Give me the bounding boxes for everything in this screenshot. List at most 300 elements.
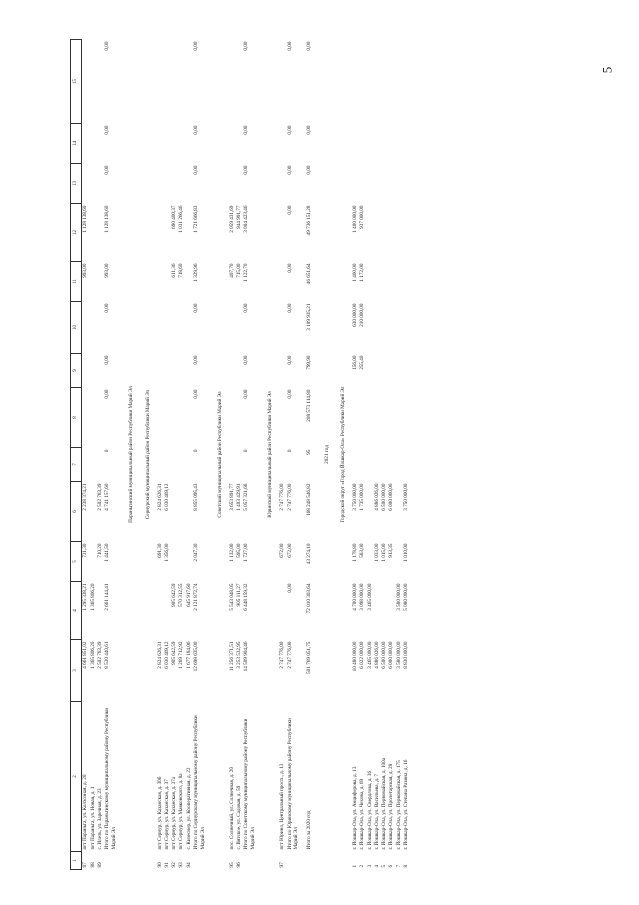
value-cell <box>388 582 395 640</box>
value-cell: 2 502 783,39 <box>96 641 103 669</box>
address-cell: Итого по Юринскому муниципальному району Республики Марий Эл <box>286 718 300 850</box>
value-cell: 1 365 806,20 <box>89 583 96 611</box>
table-row <box>171 40 178 870</box>
address-cell: г. Йошкар-Ола, ул. Первомайская, д. 175 <box>395 760 402 850</box>
value-cell <box>395 40 402 124</box>
value-cell <box>381 582 388 640</box>
value-cell <box>82 164 90 204</box>
address-cell: с. Кизеснер, ул. Кооперативная, д. 22 <box>185 767 192 850</box>
table-row <box>185 40 192 870</box>
value-cell: 0,00 <box>286 125 293 135</box>
value-cell <box>156 262 163 302</box>
row-number-cell: 2 <box>359 864 366 868</box>
address-cell: Итого за 2020 год <box>306 810 313 850</box>
value-cell <box>359 388 366 448</box>
value-cell: 1 132,00 <box>228 543 235 562</box>
value-cell <box>82 388 90 448</box>
address-cell: пгт Сернур, ул. Маяковского, д. 8а <box>178 773 185 850</box>
table-row <box>229 40 236 870</box>
section-title-row <box>262 40 279 870</box>
value-cell: 1 329,96 <box>193 263 200 282</box>
value-cell <box>89 40 96 124</box>
row-number-cell: 96 <box>236 862 243 868</box>
value-cell <box>395 448 402 482</box>
value-cell <box>236 164 243 204</box>
value-cell <box>171 302 178 354</box>
value-cell <box>164 164 171 204</box>
value-cell <box>89 124 96 164</box>
value-cell: 0,00 <box>104 165 111 175</box>
column-header: 2 <box>71 702 82 852</box>
value-cell <box>381 124 388 164</box>
table-row <box>156 40 163 870</box>
value-cell <box>279 582 286 640</box>
value-cell <box>395 124 402 164</box>
value-cell <box>373 124 380 164</box>
value-cell <box>236 124 243 164</box>
row-number-cell: 5 <box>381 864 388 868</box>
value-cell: 2 502 783,39 <box>96 483 103 511</box>
value-cell <box>403 164 410 204</box>
value-cell <box>82 302 90 354</box>
value-cell: 0,00 <box>104 389 111 399</box>
value-cell: 3 004 423,46 <box>243 205 250 233</box>
value-cell: 0,00 <box>243 125 250 135</box>
section-title: Юринский муниципальный район Республики Марий Эл <box>267 391 274 518</box>
value-cell: 6 000 000,00 <box>388 483 395 511</box>
value-cell <box>97 448 104 482</box>
value-cell: 0,00 <box>193 41 200 51</box>
value-cell <box>366 482 373 542</box>
row-number-cell: 97 <box>279 862 286 868</box>
value-cell <box>97 262 104 302</box>
section-title-row <box>123 40 140 870</box>
value-cell: 710,20 <box>96 543 103 558</box>
value-cell <box>359 124 366 164</box>
value-cell: 1 033,00 <box>373 543 380 562</box>
value-cell <box>352 448 359 482</box>
value-cell: 913,35 <box>388 543 395 558</box>
subtotal-row <box>243 40 262 870</box>
address-cell: пгт Сернур, ул. Казанская, д. 37а <box>171 776 178 850</box>
value-cell: 2 824 626,31 <box>156 483 163 511</box>
value-cell <box>352 40 359 124</box>
value-cell <box>171 482 178 542</box>
value-cell: 46 651,64 <box>306 263 313 285</box>
value-cell <box>229 388 236 448</box>
value-cell <box>89 542 96 582</box>
address-cell: пгт Параньга, ул. Колхозная, д. 20 <box>82 774 89 850</box>
column-header: 7 <box>71 448 82 482</box>
value-cell: 0,00 <box>243 303 250 313</box>
value-cell: 0 <box>193 449 200 453</box>
value-cell: 12 698 635,00 <box>193 641 200 672</box>
value-cell: 993,00 <box>82 263 89 278</box>
value-cell <box>403 262 410 302</box>
row-number-cell: 90 <box>156 862 163 868</box>
address-cell: Итого по Сернурскому муниципальному району Республики Марий Эл <box>193 715 206 850</box>
value-cell: 2 059 431,69 <box>228 205 235 233</box>
value-cell <box>82 354 90 388</box>
value-cell: 0,00 <box>306 125 313 135</box>
value-cell <box>178 124 185 164</box>
value-cell <box>236 302 243 354</box>
value-cell: 583,00 <box>359 543 366 558</box>
table-row <box>82 40 90 870</box>
value-cell <box>171 448 178 482</box>
value-cell: 2 121 872,74 <box>193 583 200 611</box>
value-cell: 1 403 429,91 <box>236 483 243 511</box>
row-number-cell: 88 <box>89 862 96 868</box>
value-cell <box>156 448 163 482</box>
value-cell: 1 269 712,92 <box>178 641 185 669</box>
value-cell <box>388 388 395 448</box>
value-cell <box>97 302 104 354</box>
value-cell: 1 015,00 <box>381 543 388 562</box>
column-header: 13 <box>71 164 82 204</box>
column-header: 4 <box>71 582 82 640</box>
address-cell: пгт Сернур, ул. Казанская, д. 30б <box>156 776 163 850</box>
value-cell <box>89 388 96 448</box>
value-cell <box>395 388 402 448</box>
address-cell: г. Йошкар-Ола, ул. Анциферова, д. 13 <box>351 766 358 850</box>
section-title: Параньгинский муниципальный район Республики Марий Эл <box>128 386 135 523</box>
address-cell: г. Йошкар-Ола, ул. Чехова, д. 69 <box>359 778 366 850</box>
value-cell: 2 747 776,00 <box>286 483 293 511</box>
value-cell <box>373 388 380 448</box>
value-cell: 0,00 <box>286 303 293 313</box>
value-cell <box>366 542 373 582</box>
value-cell <box>403 388 410 448</box>
value-cell <box>185 354 192 388</box>
value-cell <box>366 204 373 262</box>
table-row <box>366 40 373 870</box>
value-cell <box>395 542 402 582</box>
value-cell: 0,00 <box>104 355 111 365</box>
subtotal-row <box>193 40 212 870</box>
value-cell: 0,00 <box>193 303 200 313</box>
value-cell: 4 886 026,00 <box>373 483 380 511</box>
value-cell: 595,00 <box>236 543 243 558</box>
table-row <box>89 40 96 870</box>
column-header: 3 <box>71 640 82 702</box>
value-cell <box>236 40 243 124</box>
address-cell: пос. Солнечный, ул. Солнечная, д. 20 <box>228 767 235 850</box>
address-cell: г. Йошкар-Ола, ул. Васильева, д. 7 <box>373 773 380 850</box>
address-cell: с. Вятское, ул. Садовая, д. 59 <box>236 785 243 850</box>
column-number-row <box>71 40 82 870</box>
value-cell: 4 661 851,02 <box>82 641 89 669</box>
value-cell <box>89 164 96 204</box>
value-cell <box>185 40 192 124</box>
value-cell <box>352 124 359 164</box>
table-row <box>373 40 380 870</box>
program-table <box>70 39 410 870</box>
value-cell: 72 010 303,64 <box>306 583 313 614</box>
value-cell <box>229 448 236 482</box>
value-cell <box>373 262 380 302</box>
value-cell <box>185 302 192 354</box>
value-cell <box>185 204 192 262</box>
value-cell <box>373 204 380 262</box>
value-cell: 937 000,00 <box>359 205 366 229</box>
value-cell: 168 248 546,82 <box>306 483 313 516</box>
value-cell: 1 365 806,20 <box>89 641 96 669</box>
value-cell <box>381 448 388 482</box>
value-cell: 501 769 051,75 <box>306 641 313 674</box>
value-cell <box>171 164 178 204</box>
value-cell <box>156 204 163 262</box>
value-cell: 672,00 <box>286 543 293 558</box>
value-cell: 6 500 000,00 <box>381 641 388 669</box>
value-cell: 3 465 000,00 <box>366 583 373 611</box>
value-cell <box>388 204 395 262</box>
value-cell: 3 098 000,00 <box>359 583 366 611</box>
row-number-cell: 89 <box>96 862 103 868</box>
value-cell <box>388 124 395 164</box>
value-cell <box>171 388 178 448</box>
value-cell <box>82 448 90 482</box>
value-cell: 1 727,00 <box>243 543 250 562</box>
value-cell <box>229 124 236 164</box>
value-cell <box>185 124 192 164</box>
value-cell: 3 109 935,21 <box>306 303 313 331</box>
value-cell: 611,36 <box>171 263 178 278</box>
value-cell: 690 400,37 <box>171 205 178 229</box>
table-row <box>279 40 286 870</box>
value-cell: 799,90 <box>306 355 313 370</box>
address-cell: г. Йошкар-Ола, ул. Пролетарская, д. 28 <box>388 763 395 850</box>
value-cell <box>381 40 388 124</box>
value-cell <box>279 354 286 388</box>
value-cell <box>164 388 171 448</box>
value-cell <box>381 204 388 262</box>
value-cell <box>236 354 243 388</box>
column-header: 8 <box>71 388 82 448</box>
value-cell <box>164 582 171 640</box>
value-cell <box>388 262 395 302</box>
section-title-row <box>212 40 229 870</box>
value-cell <box>229 354 236 388</box>
value-cell: 2 747 776,00 <box>279 641 286 669</box>
value-cell: 210 000,00 <box>359 303 366 327</box>
address-cell: пгт Сернур, ул. Казанская, д. 37 <box>163 779 170 850</box>
value-cell: 1 172,00 <box>359 263 366 282</box>
value-cell <box>388 354 395 388</box>
value-cell: 0,00 <box>104 303 111 313</box>
row-number-cell: 95 <box>228 862 235 868</box>
value-cell: 14 509 904,46 <box>243 641 250 672</box>
value-cell <box>156 388 163 448</box>
value-cell <box>171 354 178 388</box>
value-cell <box>185 448 192 482</box>
column-header: 10 <box>71 302 82 354</box>
value-cell <box>381 302 388 354</box>
value-cell: 3 653 891,77 <box>228 483 235 511</box>
value-cell <box>89 204 96 262</box>
value-cell: 0,00 <box>306 41 313 51</box>
value-cell <box>366 388 373 448</box>
address-cell: Итого по Параньгинскому муниципальному району Республики Марий Эл <box>104 707 117 850</box>
row-number-cell: 6 <box>388 864 395 868</box>
value-cell <box>395 354 402 388</box>
value-cell: 2 238 374,21 <box>82 483 89 511</box>
value-cell: 1 356,00 <box>163 543 170 562</box>
value-cell: 1 295 338,21 <box>82 583 89 611</box>
value-cell: 2 661 144,41 <box>104 583 111 611</box>
value-cell: 3 750 000,00 <box>351 483 358 511</box>
value-cell: 2 747 776,00 <box>279 483 286 511</box>
table-body <box>82 40 410 870</box>
value-cell: 1 031 266,46 <box>178 205 185 233</box>
value-cell <box>97 204 104 262</box>
value-cell <box>156 354 163 388</box>
value-cell <box>97 354 104 388</box>
value-cell <box>366 448 373 482</box>
value-cell: 645 917,60 <box>185 583 192 607</box>
value-cell <box>366 302 373 354</box>
address-cell: г. Йошкар-Ола, ул. Степана Разина, д. 16 <box>402 759 409 850</box>
address-cell: пгт Параньга, ул. Новая, д. 1 <box>89 786 96 850</box>
row-number-cell: 87 <box>82 862 89 868</box>
value-cell <box>178 164 185 204</box>
value-cell <box>373 40 380 124</box>
value-cell: 0,00 <box>243 355 250 365</box>
value-cell <box>395 482 402 542</box>
value-cell: 1 122,70 <box>243 263 250 282</box>
value-cell <box>178 354 185 388</box>
value-cell <box>229 164 236 204</box>
value-cell: 905 111,27 <box>236 583 243 607</box>
value-cell <box>381 388 388 448</box>
value-cell: 3 465 000,00 <box>366 641 373 669</box>
value-cell: 10 480 000,00 <box>351 641 358 672</box>
value-cell: 2 747 776,00 <box>286 641 293 669</box>
rotated-table-wrapper <box>70 40 550 870</box>
value-cell: 5 080 000,00 <box>402 583 409 611</box>
value-cell: 156,00 <box>351 355 358 370</box>
value-cell <box>156 302 163 354</box>
value-cell: 3 253 532,95 <box>236 641 243 669</box>
value-cell <box>279 448 286 482</box>
value-cell: 0,00 <box>286 583 293 593</box>
value-cell <box>82 40 90 124</box>
column-header: 15 <box>71 40 82 124</box>
value-cell <box>97 164 104 204</box>
value-cell <box>403 40 410 124</box>
address-cell: г. Йошкар-Ола, ул. Свердлова, д. 36 <box>366 770 373 850</box>
subtotal-row <box>104 40 123 870</box>
value-cell <box>388 302 395 354</box>
value-cell <box>388 164 395 204</box>
address-cell: Итого по Советскому муниципальному району Республики Марий Эл <box>243 718 256 850</box>
column-header: 9 <box>71 354 82 388</box>
value-cell <box>381 164 388 204</box>
value-cell <box>164 302 171 354</box>
value-cell <box>381 262 388 302</box>
address-cell: с. Илеть, ул. Заречная, д. 23 <box>96 788 103 850</box>
year-heading: 2021 год <box>323 445 330 464</box>
value-cell: 1 735 000,00 <box>359 483 366 511</box>
value-cell <box>279 124 286 164</box>
value-cell: 8 530 440,61 <box>104 641 111 669</box>
value-cell: 905 642,59 <box>171 583 178 607</box>
value-cell <box>89 262 96 302</box>
section-title: Сернурский муниципальный район Республики Марий Эл <box>144 389 151 520</box>
section-title: Советский муниципальный район Республики Марий Эл <box>217 391 224 518</box>
value-cell <box>89 354 96 388</box>
value-cell <box>373 582 380 640</box>
value-cell: 6 500 000,00 <box>381 483 388 511</box>
total-row <box>306 40 319 870</box>
value-cell: 0,00 <box>286 355 293 365</box>
value-cell <box>97 124 104 164</box>
row-number-cell: 93 <box>178 862 185 868</box>
value-cell <box>178 448 185 482</box>
table-row <box>395 40 402 870</box>
address-cell: пгт Юрино, Центральный просп., д. 13 <box>279 763 286 850</box>
value-cell <box>156 40 163 124</box>
table-row <box>388 40 395 870</box>
value-cell: 0 <box>286 449 293 453</box>
row-number-cell: 1 <box>351 864 358 868</box>
value-cell <box>178 542 185 582</box>
value-cell <box>164 40 171 124</box>
value-cell <box>366 124 373 164</box>
value-cell: 4 700 000,00 <box>351 583 358 611</box>
value-cell <box>156 582 163 640</box>
value-cell <box>359 448 366 482</box>
section-title-row <box>335 40 352 870</box>
value-cell: 5 057 321,68 <box>243 483 250 511</box>
value-cell <box>89 482 96 542</box>
value-cell <box>82 124 90 164</box>
value-cell: 905 642,59 <box>171 641 178 665</box>
table-row <box>352 40 359 870</box>
value-cell <box>156 124 163 164</box>
value-cell: 6 030 469,12 <box>163 641 170 669</box>
value-cell: 8 830 000,00 <box>402 641 409 669</box>
column-header: 6 <box>71 482 82 542</box>
value-cell <box>279 204 286 262</box>
row-number-cell <box>286 852 305 870</box>
section-title-row <box>140 40 157 870</box>
row-number-cell <box>306 852 319 870</box>
value-cell <box>366 40 373 124</box>
value-cell <box>171 40 178 124</box>
subtotal-row <box>286 40 305 870</box>
value-cell: 1 128 138,60 <box>104 205 111 233</box>
value-cell: 4 741 157,60 <box>104 483 111 511</box>
value-cell <box>279 302 286 354</box>
value-cell: 0,00 <box>243 389 250 399</box>
value-cell: 0,00 <box>104 125 111 135</box>
value-cell: 2 824 626,31 <box>156 641 163 669</box>
value-cell <box>359 40 366 124</box>
value-cell <box>185 262 192 302</box>
value-cell <box>178 40 185 124</box>
value-cell <box>279 40 286 124</box>
value-cell <box>229 302 236 354</box>
value-cell: 1 441,50 <box>104 543 111 562</box>
column-header: 1 <box>71 852 82 870</box>
value-cell <box>395 204 402 262</box>
value-cell: 0,00 <box>286 389 293 399</box>
row-number-cell: 91 <box>163 862 170 868</box>
value-cell <box>185 388 192 448</box>
value-cell: 715,00 <box>236 263 243 278</box>
value-cell <box>178 388 185 448</box>
